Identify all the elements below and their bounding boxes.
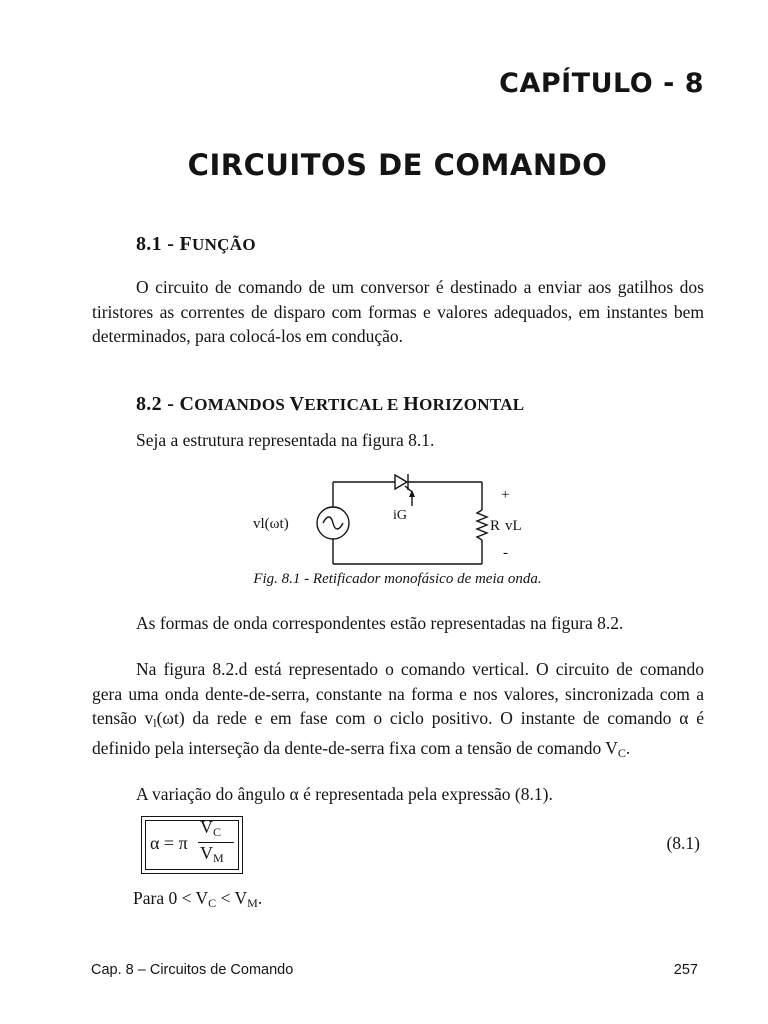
text-run: < V xyxy=(216,888,248,908)
section-number: 8.2 - xyxy=(136,393,175,415)
paragraph-condition xyxy=(133,888,262,911)
text-run: Para 0 < V xyxy=(133,888,209,908)
subscript: C xyxy=(208,896,217,910)
subscript: M xyxy=(247,896,258,910)
minus-sign: - xyxy=(503,545,508,561)
section-title-part: H xyxy=(403,393,420,415)
load-voltage-label: vL xyxy=(505,518,522,534)
section-title-part: C xyxy=(179,393,195,415)
equation-box xyxy=(141,816,243,874)
equation-denominator xyxy=(200,843,224,866)
footer-page-number: 257 xyxy=(673,962,698,978)
section-heading-8-2 xyxy=(136,393,524,416)
paragraph-structure-intro: Seja a estrutura representada na figura 8.1. xyxy=(136,430,435,450)
equation-numerator xyxy=(200,817,221,840)
figure-caption: Fig. 8.1 - Retificador monofásico de meia onda. xyxy=(253,571,542,587)
section-number: 8.1 - xyxy=(136,233,175,255)
text-run: (ωt) da rede e em fase com o ciclo positivo. O instante de comando α é definido pela interseção da dente-de-serra fixa com a tensão de comando V xyxy=(92,708,704,758)
gate-current-label: iG xyxy=(393,508,407,523)
chapter-label: CAPÍTULO - 8 xyxy=(499,68,704,99)
text-run: . xyxy=(625,737,631,758)
section-heading-8-1 xyxy=(136,233,256,256)
paragraph-angle-variation: A variação do ângulo α é representada pela expressão (8.1). xyxy=(136,784,553,804)
paragraph-vertical-command xyxy=(92,657,704,765)
denominator-subscript: M xyxy=(213,851,224,865)
paragraph-waveforms: As formas de onda correspondentes estão representadas na figura 8.2. xyxy=(136,613,624,633)
section-title-cap: F xyxy=(179,233,193,255)
equation-label: (8.1) xyxy=(666,833,700,853)
source-label: vl(ωt) xyxy=(253,516,289,532)
section-title-part: ORIZONTAL xyxy=(419,395,525,414)
subscript: l xyxy=(153,716,157,730)
text-run: . xyxy=(257,888,263,908)
section-title-part: ERTICAL E xyxy=(304,395,404,414)
plus-sign: + xyxy=(501,487,510,503)
section-title-part: OMANDOS xyxy=(194,395,290,414)
numerator-symbol: V xyxy=(200,817,213,837)
section-title-rest: UNÇÃO xyxy=(192,235,256,254)
equation-lhs: α = π xyxy=(150,833,188,853)
footer-chapter-title: Cap. 8 – Circuitos de Comando xyxy=(91,962,294,978)
subscript: C xyxy=(617,745,626,760)
circuit-diagram xyxy=(250,466,550,576)
section-title-part: V xyxy=(289,393,305,415)
text-run: Na figura 8.2.d está representado o comando vertical. O circuito de comando gera uma onda dente-de-serra, constante na forma e nos valores, sincronizada com a tensão v xyxy=(92,659,704,728)
chapter-title: CIRCUITOS DE COMANDO xyxy=(187,148,608,182)
paragraph-function: O circuito de comando de um conversor é destinado a enviar aos gatilhos dos tiristores as correntes de disparo com formas e valores adequados, em instantes bem determinados, para colocá-los em condução. xyxy=(92,277,704,346)
resistor-label: R xyxy=(490,518,501,534)
numerator-subscript: C xyxy=(213,825,222,839)
denominator-symbol: V xyxy=(200,843,213,863)
